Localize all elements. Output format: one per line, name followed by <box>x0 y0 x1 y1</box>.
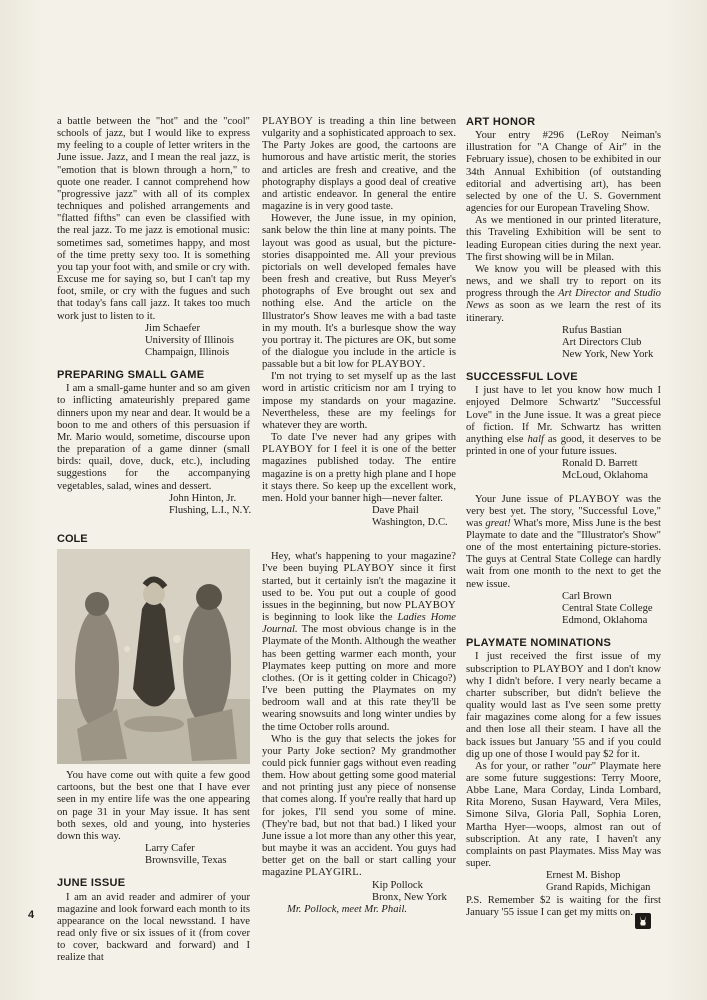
letter-bishop-p1: I just received the first issue of my subscription to PLAYBOY and I don't know why I didn't before. I very nearly became a charter subscriber, but didn't believe the quality would last as I've seen some pretty fair magazines come along for a few issues and then lose all their steam. I have all the back issues but January '55 and if you could dig up one of those I would pay $2 for it. <box>466 651 662 760</box>
brand-playboy: PLAYBOY <box>532 663 585 675</box>
brand-playboy: PLAYBOY <box>262 444 314 456</box>
letter-cole-body: You have come out with quite a few good cartoons, but the best one that I have ever seen in my entire life was the one appearing on page 31 in your May issue. It has sent both sexes, old and young, into hysteries down this way. <box>57 770 250 842</box>
heading-playmate-nominations: PLAYMATE NOMINATIONS <box>466 637 612 650</box>
heading-successful-love: SUCCESSFUL LOVE <box>466 371 578 384</box>
letter-jazz-body: a battle between the "hot" and the "cool" schools of jazz, but I would like to express my feeling to a couple of letter writers in the June issue. Jazz, and I mean the real jazz, is "emotion that is blown through a horn," to quote one reader. I cannot comprehend how "progressive jazz" with all of its complex techniques and polished arrangements and "flatted fifths" can even be classified with the real jazz. To me jazz is emotional music: sometimes sad, sometimes happy, and most of the time pretty sexy too. It is something you tap your foot with, and smile or cry with. Excuse me for saying so, but I can't tap my foot, smile, or cry with the fugues and such that today's fans call jazz. It takes too much work just to listen to it. <box>57 116 250 322</box>
heading-preparing-small-game: PREPARING SMALL GAME <box>57 369 205 382</box>
rabbit-logo-icon <box>635 913 651 929</box>
brand-playboy: PLAYBOY <box>568 493 620 505</box>
brand-playboy: PLAYBOY <box>371 359 423 371</box>
letter-art-p1: Your entry #296 (LeRoy Neiman's illustration for "A Change of Air" in the February issue), chosen to be exhibited in our 34th Annual Exhibition (of outstanding editorial and advertising art), has been selected by one of the U. S. Government agencies for our European Traveling Show. <box>466 130 661 215</box>
column-right <box>466 116 661 919</box>
letter-art-p3: We know you will be pleased with this news, and we shall try to report on its progress through the Art Director and Studio News as soon as we learn the rest of its itinerary. <box>466 263 661 324</box>
letter-june-body: I am an avid reader and admirer of your magazine and look forward each month to its appearance on the local newsstand. I have read only five or six issues of it (from cover to cover, backward and forward) and I realize that <box>57 891 250 964</box>
letter-game-body: I am a small-game hunter and so am given to inflicting amateurishly prepared game dinners upon my near and dear. It would be a boon to me and others of this persuasion if Mr. Mario would, sometime, discourse upon the preparation of a game dinner (small birds: quail, dove, duck, etc.), including suggestions for the accompanying vegetables, salad, wines and dessert. <box>57 383 250 492</box>
heading-art-honor: ART HONOR <box>466 116 536 128</box>
brand-playgirl: PLAYGIRL. <box>305 867 362 879</box>
postscript: P.S. Remember $2 is waiting for the first January '55 issue I can get my mitts on. <box>466 894 661 918</box>
cartoon-illustration <box>57 549 250 764</box>
letter-love-p1: I just have to let you know how much I enjoyed Delmore Schwartz' "Successful Love" in the June issue. It was a great piece of fiction. If Mr. Schwartz has written anything else half as good, it deserves to be printed in one of your future issues. <box>466 385 661 458</box>
letter-pollock-p2: Who is the guy that selects the jokes for your Party Joke section? My grandmother could pick funnier gags without even reading them. How about getting some good material and not printing just any piece of nonsense that comes along. If you're really that hard up for jokes, I'll send you some of mine. (They're bad, but not that bad.) I liked your June issue a lot more than any other this year, but maybe it was an accident. You guys had better get on the ball or start calling your magazine PLAYGIRL. <box>262 733 456 879</box>
brand-playboy: PLAYBOY <box>404 599 456 611</box>
letter-phail-p3: I'm not trying to set myself up as the last word in artistic criticism nor am I trying to impose my standards on your magazine. Nevertheless, these are my feelings for whatever they are worth. <box>262 371 456 431</box>
letter-phail-p1: PLAYBOY is treading a thin line between vulgarity and a sophisticated approach to sex. The Party Jokes are good, the cartoons are humorous and have artistic merit, the stories and articles are fresh and creative, and the photography displays a good deal of creative and artistic endeavor. In general the entire magazine is in very good taste. <box>262 116 456 213</box>
signature-barrett: Ronald D. Barrett McLoud, Oklahoma <box>562 458 648 482</box>
letter-pollock-p1: Hey, what's happening to your magazine? I've been buying PLAYBOY since it first started, but it certainly isn't the magazine it used to be. You put out a couple of good issues in the beginning, but now PLAYBOY is beginning to look like the Ladies Home Journal. The most obvious change is in the Playmate of the Month. Although the weather has been getting warmer each month, your Playmates keep putting on more and more clothes. (Or is it getting colder in Chicago?) I've been putting the Playmates on my bedroom wall and at this rate they'll be wearing snowsuits and long winter undies by the time October rolls around. <box>262 551 457 733</box>
signature-brown: Carl Brown Central State College Edmond, Oklahoma <box>562 590 653 627</box>
cartoon-label: COLE <box>57 533 88 545</box>
letter-brown-body: Your June issue of PLAYBOY was the very best yet. The story, "Successful Love," was great! What's more, Miss June is the best Playmate to date and the "Illustrator's Show" one of the most entertaining picture-stories. The guys at Central State College can hardly wait from one month to the next to get the new issue. <box>466 493 662 590</box>
signature-schaefer: Jim Schaefer University of Illinois Champaign, Illinois <box>145 322 234 358</box>
signature-phail: Dave Phail Washington, D.C. <box>372 505 448 529</box>
signature-pollock: Kip Pollock Bronx, New York <box>372 879 447 903</box>
letter-phail-p4: To date I've never had any gripes with PLAYBOY for I feel it is one of the better magazines published today. The entire magazine is on a pretty high plane and I hope it stays there. So keep up the excellent work, men. Hold your banner high—never falter. <box>262 432 456 504</box>
italic-title: Ladies Home Journal. <box>262 612 457 636</box>
letter-phail-p2: However, the June issue, in my opinion, sank below the thin line at many points. The layout was good as usual, but the picture-stories disappointed me. All your previous pictorials on well developed females have been fresh and creative, but Russ Meyer's photographs of Eve brought out sex and nothing else. And the article on the Illustrator's Show leaves me with a bad taste in my mouth. It's a burlesque show the way you portray it. The pictures are OK, but some of the dialogue you include in the article is passable but a bit low for PLAYBOY. <box>262 213 456 371</box>
signature-hinton: John Hinton, Jr. Flushing, L.I., N.Y. <box>169 492 252 516</box>
brand-playboy: PLAYBOY <box>343 563 395 575</box>
column-middle <box>262 116 456 916</box>
heading-june-issue: JUNE ISSUE <box>57 877 126 890</box>
letter-bishop-p2: As for your, or rather "our" Playmate here are some future suggestions: Terry Moore, Abbe Lane, Mara Corday, Linda Lombard, Rita Moreno, Susan Hayward, Vera Miles, Simone Silva, Gloria Pall, Sophia Loren, Martha Hyer—woops, almost ran out of subscription. At any rate, I haven't any complaints on past Playmates. Miss May was super. <box>466 760 661 870</box>
brand-playboy: PLAYBOY <box>262 116 314 127</box>
signature-cafer: Larry Cafer Brownsville, Texas <box>145 843 227 867</box>
editor-reply: Mr. Pollock, meet Mr. Phail. <box>287 903 408 915</box>
signature-bastian: Rufus Bastian Art Directors Club New York, New York <box>562 324 654 360</box>
signature-bishop: Ernest M. Bishop Grand Rapids, Michigan <box>546 870 651 894</box>
letter-art-p2: As we mentioned in our printed literature, this Traveling Exhibition will be sent to leading European cities during the next year. The first showing will be in Milan. <box>466 215 661 263</box>
page-number: 4 <box>28 909 35 921</box>
column-left <box>57 116 250 965</box>
